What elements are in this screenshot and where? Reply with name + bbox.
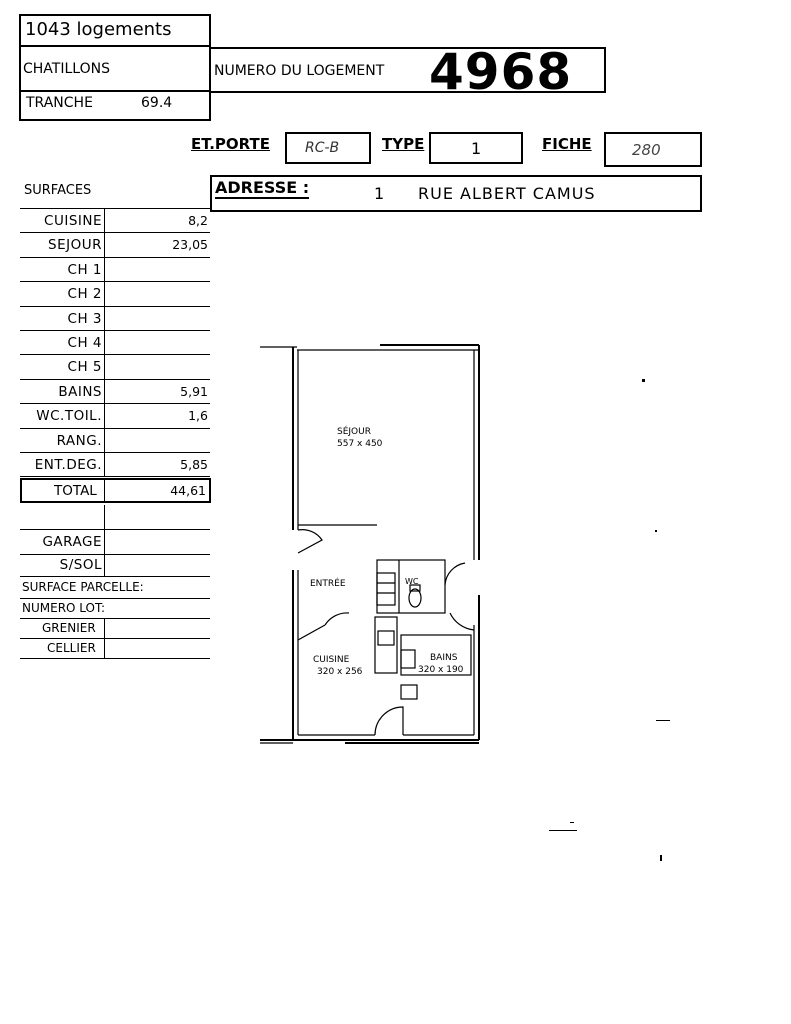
cuisine-dims: 320 x 256 (317, 667, 363, 677)
title-box (19, 14, 211, 47)
fiche-label: FICHE (542, 135, 592, 153)
wc-label: WC (405, 577, 419, 586)
total-value: 44,61 (170, 483, 206, 498)
etporte-field (285, 132, 371, 164)
surface-row-value: 8,2 (188, 213, 208, 228)
row-separator (104, 355, 105, 378)
surface-row-label: CH 2 (67, 286, 102, 303)
sejour-label: SÉJOUR (337, 427, 371, 437)
surface-row-label: CH 5 (67, 359, 102, 376)
row-separator (104, 453, 105, 476)
row-separator (104, 429, 105, 452)
row-separator (104, 233, 105, 256)
surface-row (20, 404, 210, 428)
kitchen-sink (378, 631, 394, 645)
address-number: 1 (374, 184, 386, 203)
surface-row-label: BAINS (58, 383, 102, 400)
floor-plan (255, 335, 495, 750)
type-value: 1 (471, 139, 482, 158)
surface-row-value: 23,05 (172, 237, 208, 253)
garage-label: GARAGE (42, 534, 102, 550)
surface-row (20, 331, 210, 355)
grenier-label: GRENIER (42, 621, 96, 635)
surface-row-value: 5,85 (180, 457, 208, 472)
kitchen-door-arc (325, 613, 349, 625)
surfaces-title: SURFACES (24, 183, 92, 198)
surface-row (20, 282, 210, 306)
lot-row (20, 599, 210, 619)
surface-row (20, 307, 210, 331)
wc-door-arc (445, 563, 465, 585)
surface-row-label: CH 4 (67, 335, 102, 351)
total-row (20, 478, 211, 503)
scan-speck (642, 379, 645, 382)
bains-label: BAINS (430, 653, 458, 663)
fiche-value: 280 (632, 141, 661, 159)
scan-speck (656, 720, 670, 721)
row-separator (104, 282, 105, 305)
page-title: 1043 logements (25, 19, 172, 40)
surface-row (20, 453, 210, 477)
entree-label: ENTRÉE (310, 579, 346, 589)
sejour-dims: 557 x 450 (337, 439, 383, 449)
row-separator (104, 619, 105, 638)
address-street: RUE ALBERT CAMUS (418, 184, 596, 203)
row-separator (104, 530, 105, 554)
surface-row-label: RANG. (56, 432, 102, 449)
address-label: ADRESSE : (215, 178, 310, 197)
surface-row-label: SEJOUR (48, 237, 102, 254)
row-separator (104, 258, 105, 281)
fiche-field (604, 132, 702, 167)
toilet (409, 589, 421, 607)
parcelle-row (20, 577, 210, 599)
scan-speck (660, 855, 662, 861)
ssol-label: S/SOL (59, 557, 102, 573)
tranche-box (19, 90, 211, 121)
surface-row-label: WC.TOIL. (36, 408, 102, 425)
shower-tray (401, 685, 417, 699)
bains-dims: 320 x 190 (418, 665, 464, 675)
lot-label: NUMERO LOT: (22, 601, 106, 615)
surface-row-value: 5,91 (180, 383, 208, 399)
bath-door-arc (450, 613, 474, 630)
cellier-label: CELLIER (47, 641, 96, 655)
cellier-row (20, 639, 210, 659)
numero-value: 4968 (429, 43, 573, 101)
surface-row (20, 380, 210, 404)
city-box (19, 45, 211, 92)
row-separator (104, 404, 105, 427)
row-separator (104, 307, 105, 330)
bottom-door-arc (375, 707, 403, 735)
row-separator (104, 209, 105, 232)
total-label: TOTAL (54, 483, 97, 499)
city-name: CHATILLONS (23, 61, 110, 77)
row-separator (104, 380, 105, 403)
row-separator (104, 639, 105, 658)
surface-row (20, 355, 210, 379)
surface-row-label: ENT.DEG. (34, 457, 102, 473)
surface-row-label: CUISINE (44, 213, 102, 229)
surface-row (20, 209, 210, 233)
grenier-row (20, 619, 210, 639)
stairs (377, 573, 395, 605)
surface-row (20, 429, 210, 453)
scan-speck (570, 822, 574, 823)
etporte-label: ET.PORTE (191, 135, 270, 153)
tranche-label: TRANCHE (26, 95, 93, 111)
row-separator (104, 555, 105, 576)
scan-speck (655, 530, 657, 532)
surface-row-label: CH 1 (67, 261, 102, 278)
surface-row-value: 1,6 (188, 408, 208, 424)
etporte-value: RC-B (305, 140, 340, 156)
ssol-row (20, 555, 210, 577)
surface-row (20, 233, 210, 257)
scan-speck (549, 830, 577, 831)
type-field (429, 132, 523, 164)
row-separator (104, 505, 105, 529)
total-separator (104, 480, 105, 501)
blank-row (20, 505, 210, 530)
row-separator (104, 331, 105, 354)
numero-label: NUMERO DU LOGEMENT (214, 63, 385, 79)
type-label: TYPE (382, 135, 425, 153)
tranche-value: 69.4 (141, 95, 173, 111)
kitchen-partition (298, 625, 325, 640)
entry-door-arc (298, 530, 322, 553)
bathtub (401, 650, 415, 668)
cuisine-label: CUISINE (313, 655, 350, 665)
address-box (210, 175, 702, 212)
numero-box (209, 43, 606, 101)
surface-row-label: CH 3 (67, 310, 102, 327)
surface-row (20, 258, 210, 282)
parcelle-label: SURFACE PARCELLE: (22, 580, 144, 594)
garage-row (20, 530, 210, 555)
